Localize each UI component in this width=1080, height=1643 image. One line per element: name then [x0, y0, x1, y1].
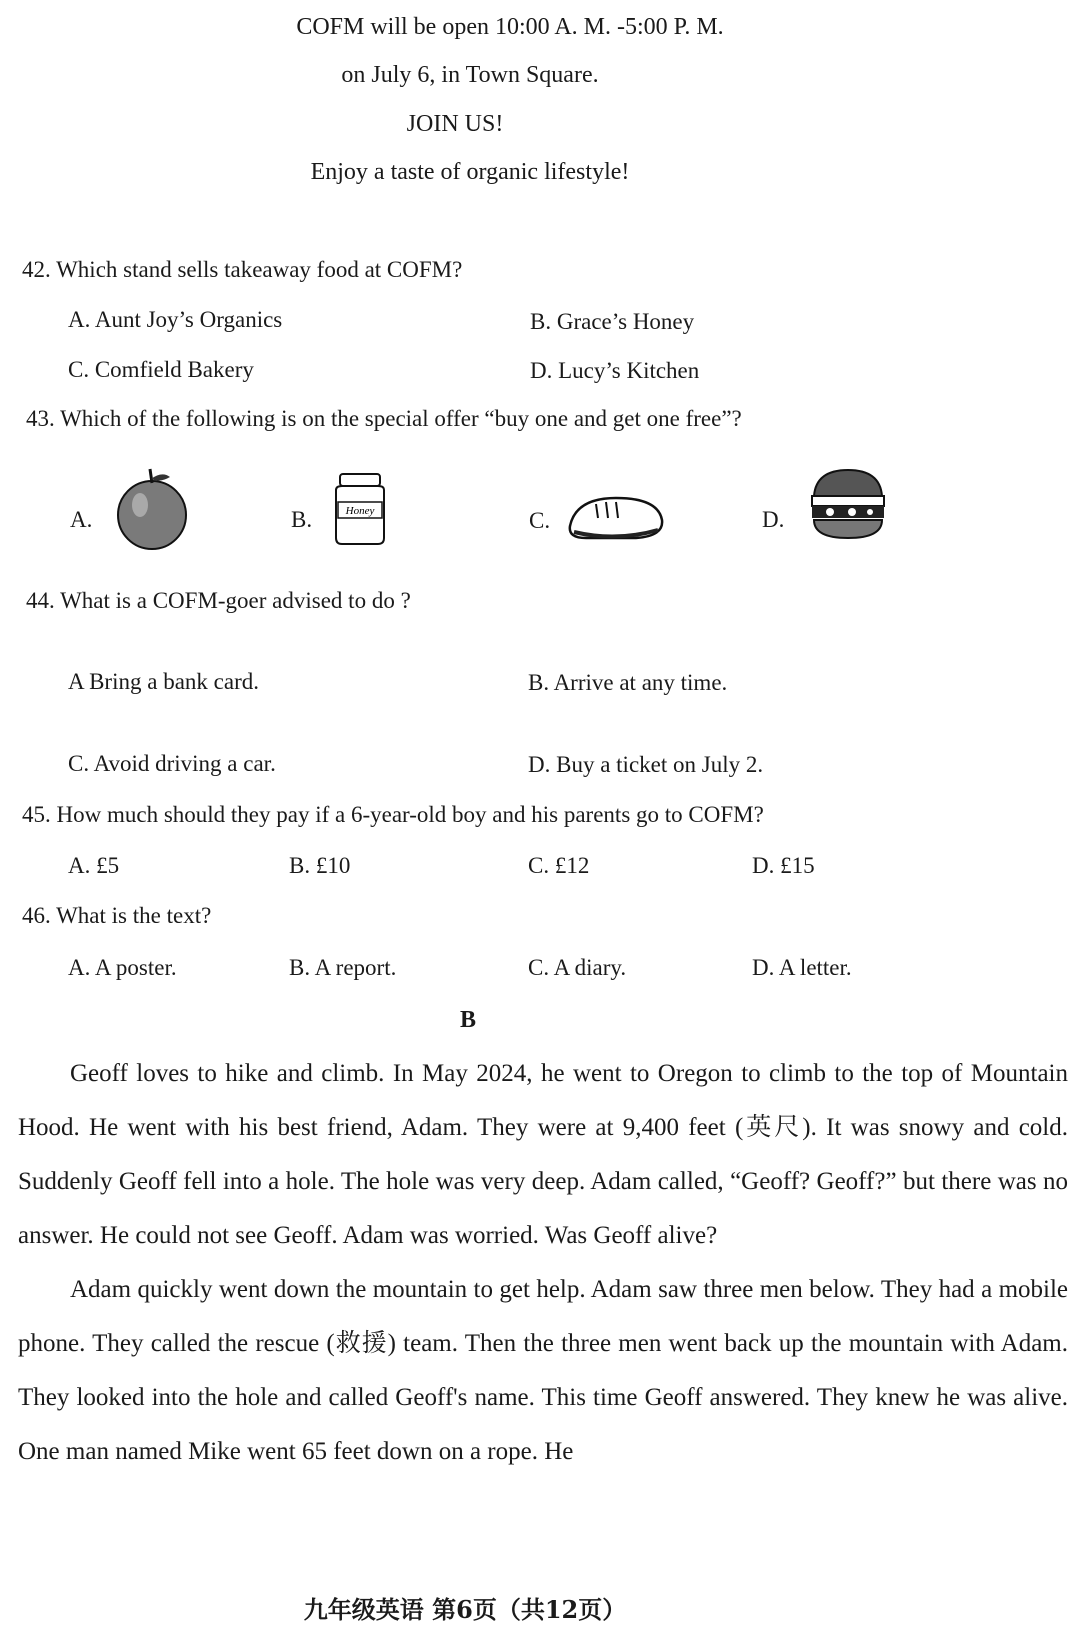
question-45	[22, 802, 764, 828]
bread-icon	[566, 490, 666, 542]
question-number: 44.	[26, 588, 55, 613]
option-c: C. £12	[528, 853, 590, 878]
reading-passage	[18, 1047, 1068, 1479]
question-text: What is the text?	[56, 903, 212, 928]
question-46	[22, 903, 211, 929]
question-text: How much should they pay if a 6-year-old boy and his parents go to COFM?	[56, 802, 764, 827]
option-a: A. Aunt Joy’s Organics	[68, 307, 283, 332]
question-text: Which of the following is on the special offer “buy one and get one free”?	[60, 406, 742, 431]
option-c: C. Comfield Bakery	[68, 357, 254, 382]
question-text: Which stand sells takeaway food at COFM?	[56, 257, 463, 282]
question-42	[22, 257, 462, 283]
poster-slogan: Enjoy a taste of organic lifestyle!	[310, 159, 630, 185]
option-a: A.	[70, 507, 93, 532]
option-c: C.	[529, 508, 551, 533]
poster-hours: COFM will be open 10:00 A. M. -5:00 P. M.	[296, 14, 724, 40]
question-number: 46.	[22, 903, 51, 928]
question-43	[26, 406, 742, 432]
honey-jar-icon	[330, 472, 390, 546]
option-b: B. A report.	[289, 955, 397, 980]
page-footer: 九年级英语 第6页（共12页）	[303, 1595, 627, 1624]
apple-icon	[112, 465, 192, 553]
option-c: C. Avoid driving a car.	[68, 751, 276, 776]
question-44	[26, 588, 411, 614]
honey-label: Honey	[345, 505, 375, 517]
option-a: A Bring a bank card.	[68, 669, 259, 694]
paragraph: Geoff loves to hike and climb. In May 2024, he went to Oregon to climb to the top of Mountain Hood. He went with his best friend, Adam. They were at 9,400 feet (英尺). It was snowy and cold. Suddenly Geoff fell into a hole. The hole was very deep. Adam called, “Geoff? Geoff?” but there was no answer. He could not see Geoff. Adam was worried. Was Geoff alive?	[18, 1060, 1068, 1249]
option-c: C. A diary.	[528, 955, 627, 980]
option-a: A. A poster.	[68, 955, 177, 980]
option-d: D. Lucy’s Kitchen	[530, 358, 700, 383]
option-d: D. £15	[752, 853, 815, 878]
section-heading: B	[460, 1007, 477, 1033]
option-b: B. £10	[289, 853, 351, 878]
option-a: A. £5	[68, 853, 120, 878]
burger-icon	[808, 466, 888, 542]
option-d: D. Buy a ticket on July 2.	[528, 752, 764, 777]
option-b: B. Grace’s Honey	[530, 309, 695, 334]
option-b: B.	[291, 507, 313, 532]
question-number: 45.	[22, 802, 51, 827]
question-text: What is a COFM-goer advised to do ?	[60, 588, 411, 613]
paragraph: Adam quickly went down the mountain to get help. Adam saw three men below. They had a mobile phone. They called the rescue (救援) team. Then the three men went back up the mountain with Adam. They looked into the hole and called Geoff's name. This time Geoff answered. They knew he was alive. One man named Mike went 65 feet down on a rope. He	[18, 1276, 1068, 1465]
option-d: D. A letter.	[752, 955, 852, 980]
poster-date-place: on July 6, in Town Square.	[341, 62, 599, 88]
question-number: 42.	[22, 257, 51, 282]
question-number: 43.	[26, 406, 55, 431]
poster-join: JOIN US!	[406, 111, 504, 137]
option-d: D.	[762, 507, 785, 532]
option-b: B. Arrive at any time.	[528, 670, 728, 695]
